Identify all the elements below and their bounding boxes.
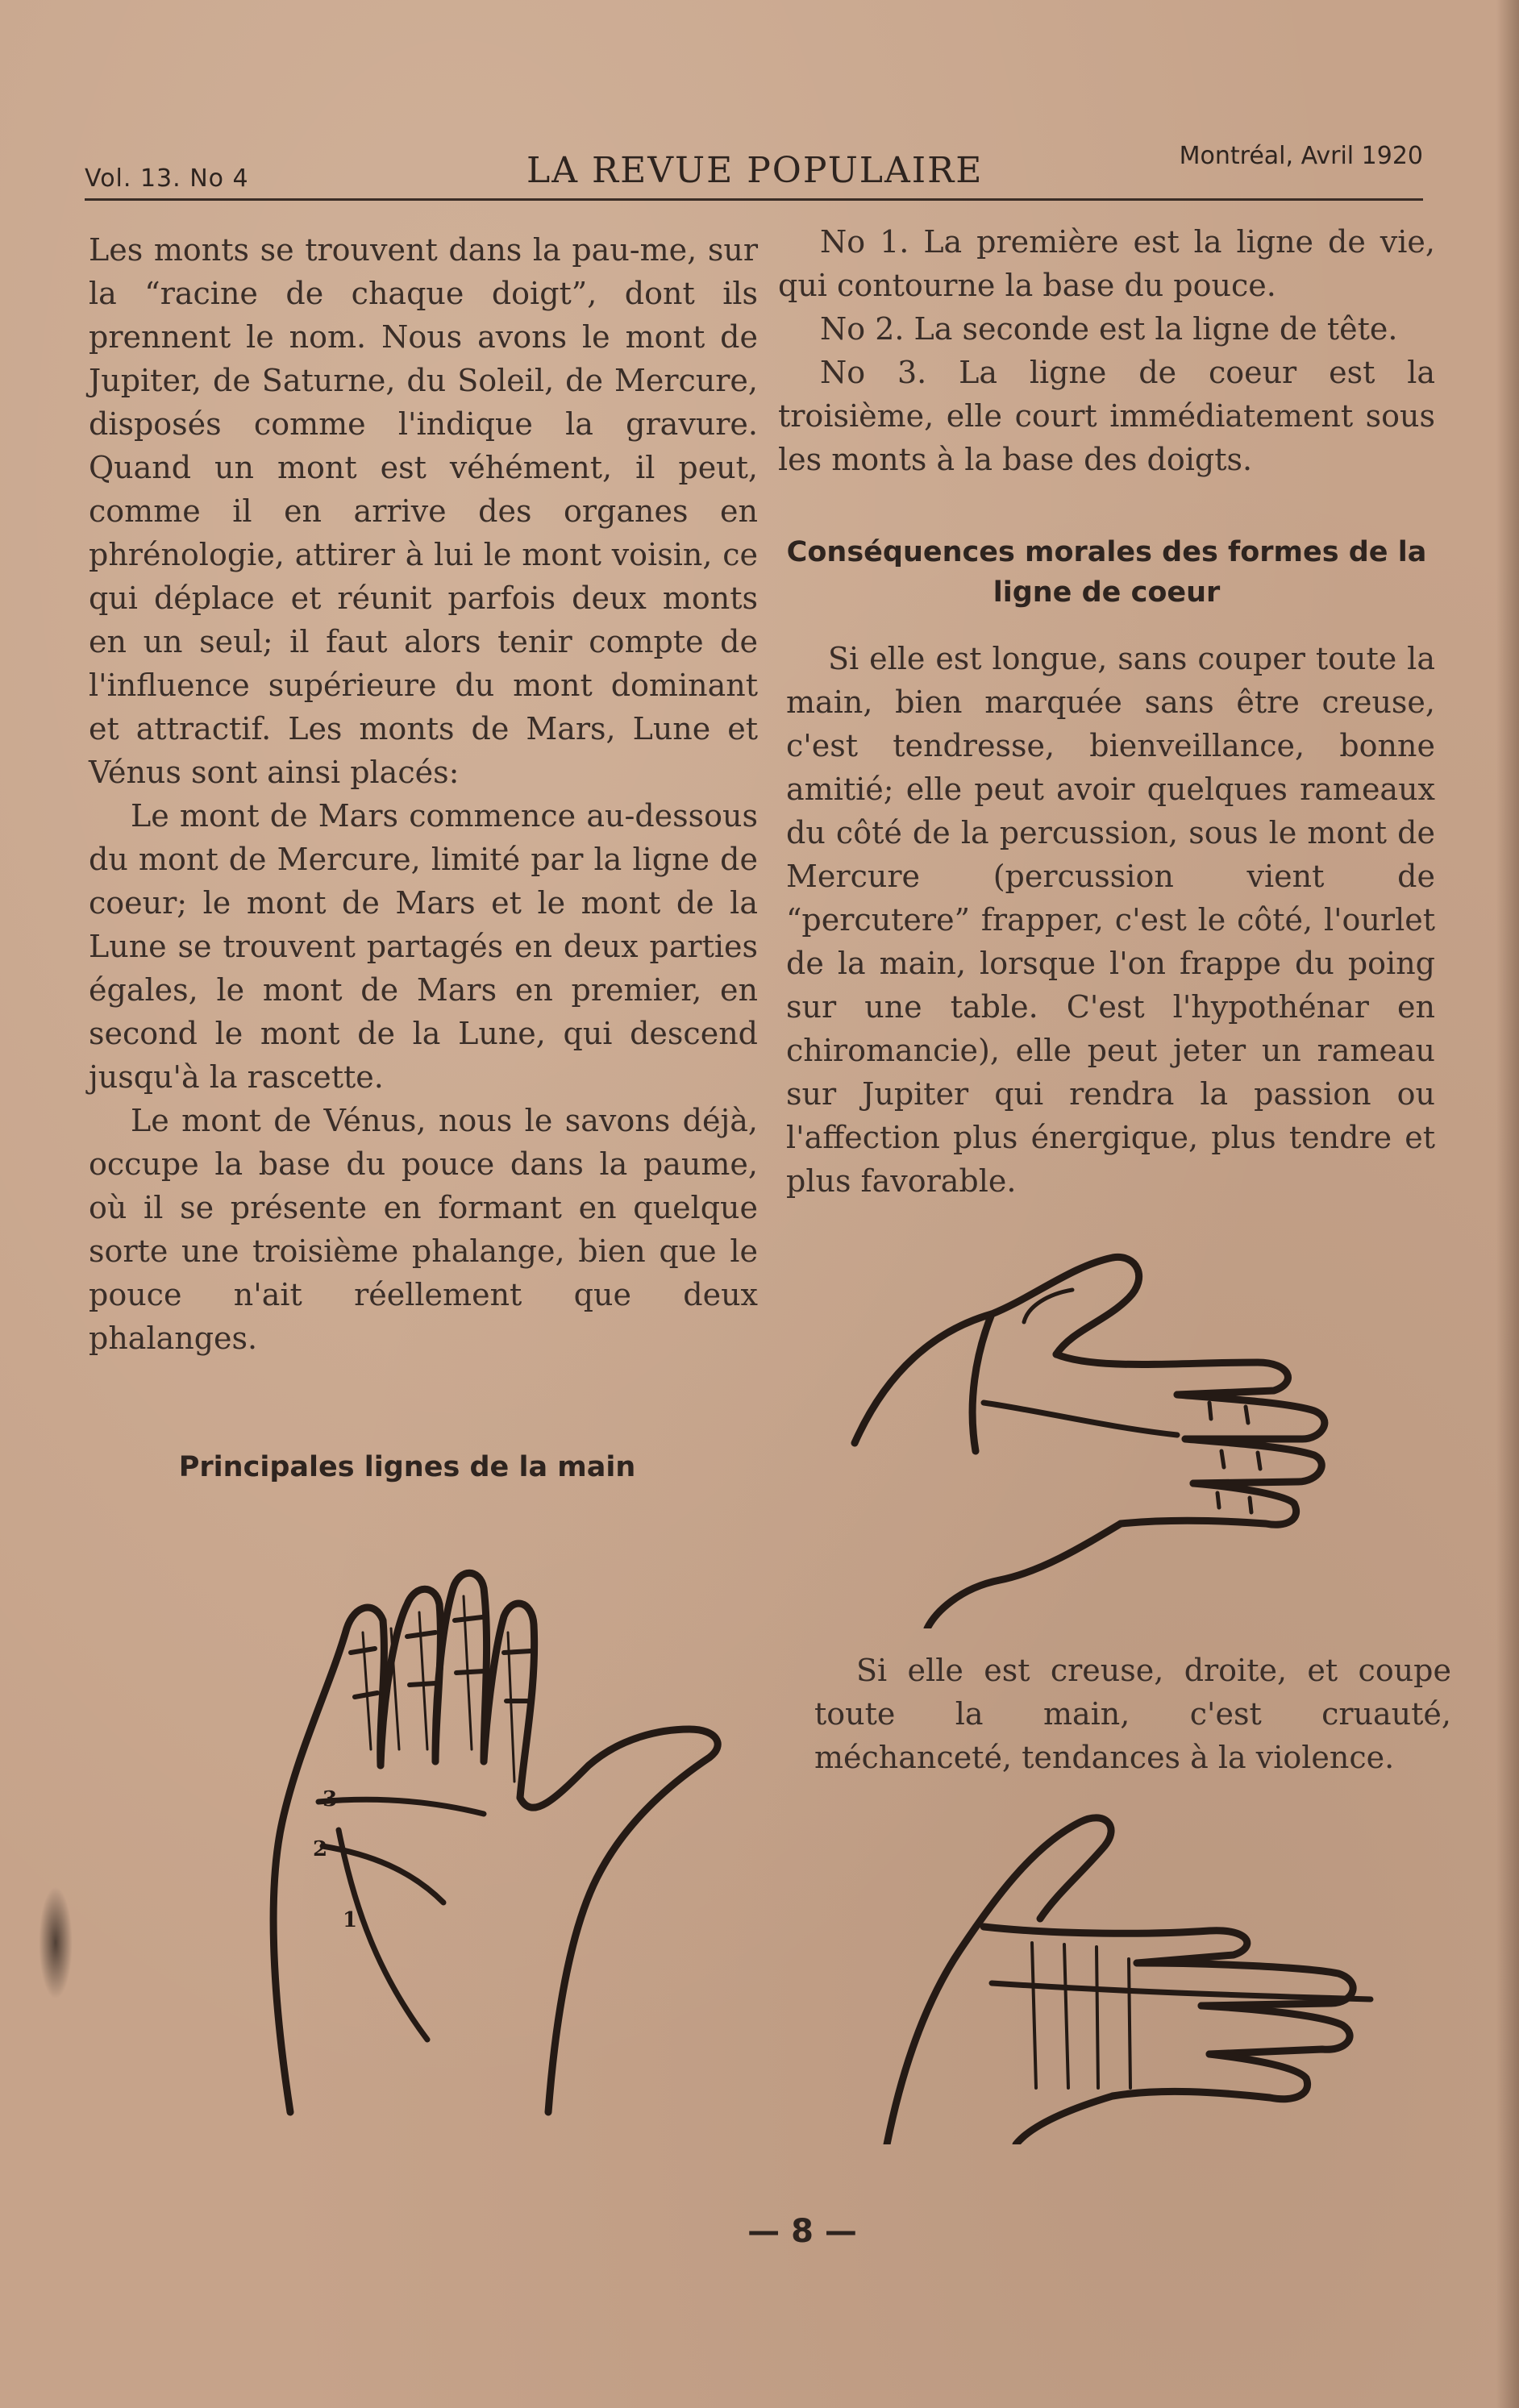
volume-number: Vol. 13. No 4 <box>85 164 249 193</box>
heading-principales-lignes: Principales lignes de la main <box>178 1451 636 1483</box>
page-number: — 8 — <box>747 2213 857 2250</box>
paragraph-ligne-longue: Si elle est longue, sans couper toute la main, bien marquée sans être creuse, c'est tendresse, bienveillance, bonne amitié; elle peut avoir quelques rameaux du côté de la percussion, sous le mont de Mercure (percussion vient de “percutere” frapper, c'est le côté, l'ourlet de la main, lorsque l'on frappe du poing sur une table. C'est l'hypothénar en chiromancie), elle peut jeter un rameau sur Jupiter qui rendra la passion ou l'affection plus énergique, plus tendre et plus favorable. <box>786 641 1435 1199</box>
paragraph-ligne-de-coeur: No 3. La ligne de coeur est la troisième, elle court immédiatement sous les monts à la base des doigts. <box>778 355 1435 477</box>
issue-date: Montréal, Avril 1920 <box>1179 142 1423 170</box>
publication-title: LA REVUE POPULAIRE <box>526 150 984 191</box>
paragraph-monts: Les monts se trouvent dans la pau-me, sur la “racine de chaque doigt”, dont ils prennent le nom. Nous avons le mont de Jupiter, de Saturne, du Soleil, de Mercure, disposés comme l'indique la gravure. Quand un mont est véhément, il peut, comme il en arrive des organes en phrénologie, attirer à lui le mont voisin, ce qui déplace et réunit parfois deux monts en un seul; il faut alors tenir compte de l'influence supérieure du mont dominant et attractif. Les monts de Mars, Lune et Vénus sont ainsi placés: <box>89 232 758 790</box>
header-rule <box>85 198 1423 201</box>
paragraph-ligne-de-vie: No 1. La première est la ligne de vie, qui contourne la base du pouce. <box>778 224 1435 303</box>
page-header <box>85 135 1423 200</box>
left-column <box>89 228 758 1360</box>
paragraph-mont-de-venus: Le mont de Vénus, nous le savons déjà, occupe la base du pouce dans la paume, où il se présente en formant en quelque sorte une troisième phalange, bien que le pouce n'ait réellement que deux phalanges. <box>89 1103 758 1356</box>
paragraph-mont-de-mars: Le mont de Mars commence au-dessous du mont de Mercure, limité par la ligne de coeur; le mont de Mars et le mont de la Lune se trouvent partagés en deux parties égales, le mont de Mars en premier, en second le mont de la Lune, qui descend jusqu'à la rascette. <box>89 798 758 1095</box>
palm-line-label-2: 2 <box>313 1837 328 1861</box>
palm-line-label-3: 3 <box>323 1787 338 1811</box>
palm-lines-illustration <box>242 1556 758 2120</box>
ink-smudge <box>39 1886 73 1999</box>
paragraph-ligne-de-tete: No 2. La seconde est la ligne de tête. <box>820 311 1398 347</box>
caption-ligne-creuse: Si elle est creuse, droite, et coupe toute la main, c'est cruauté, méchanceté, tendances à la violence. <box>814 1653 1451 1775</box>
right-column-body <box>786 637 1435 1203</box>
page-edge-shadow <box>1496 0 1519 2408</box>
heading-consequences-morales: Conséquences morales des formes de la ligne de coeur <box>786 536 1427 609</box>
hand-fist-illustration <box>871 1798 1435 2144</box>
hand-side-illustration <box>839 1241 1403 1628</box>
palm-line-label-1: 1 <box>343 1908 358 1932</box>
right-column-top <box>778 220 1435 481</box>
